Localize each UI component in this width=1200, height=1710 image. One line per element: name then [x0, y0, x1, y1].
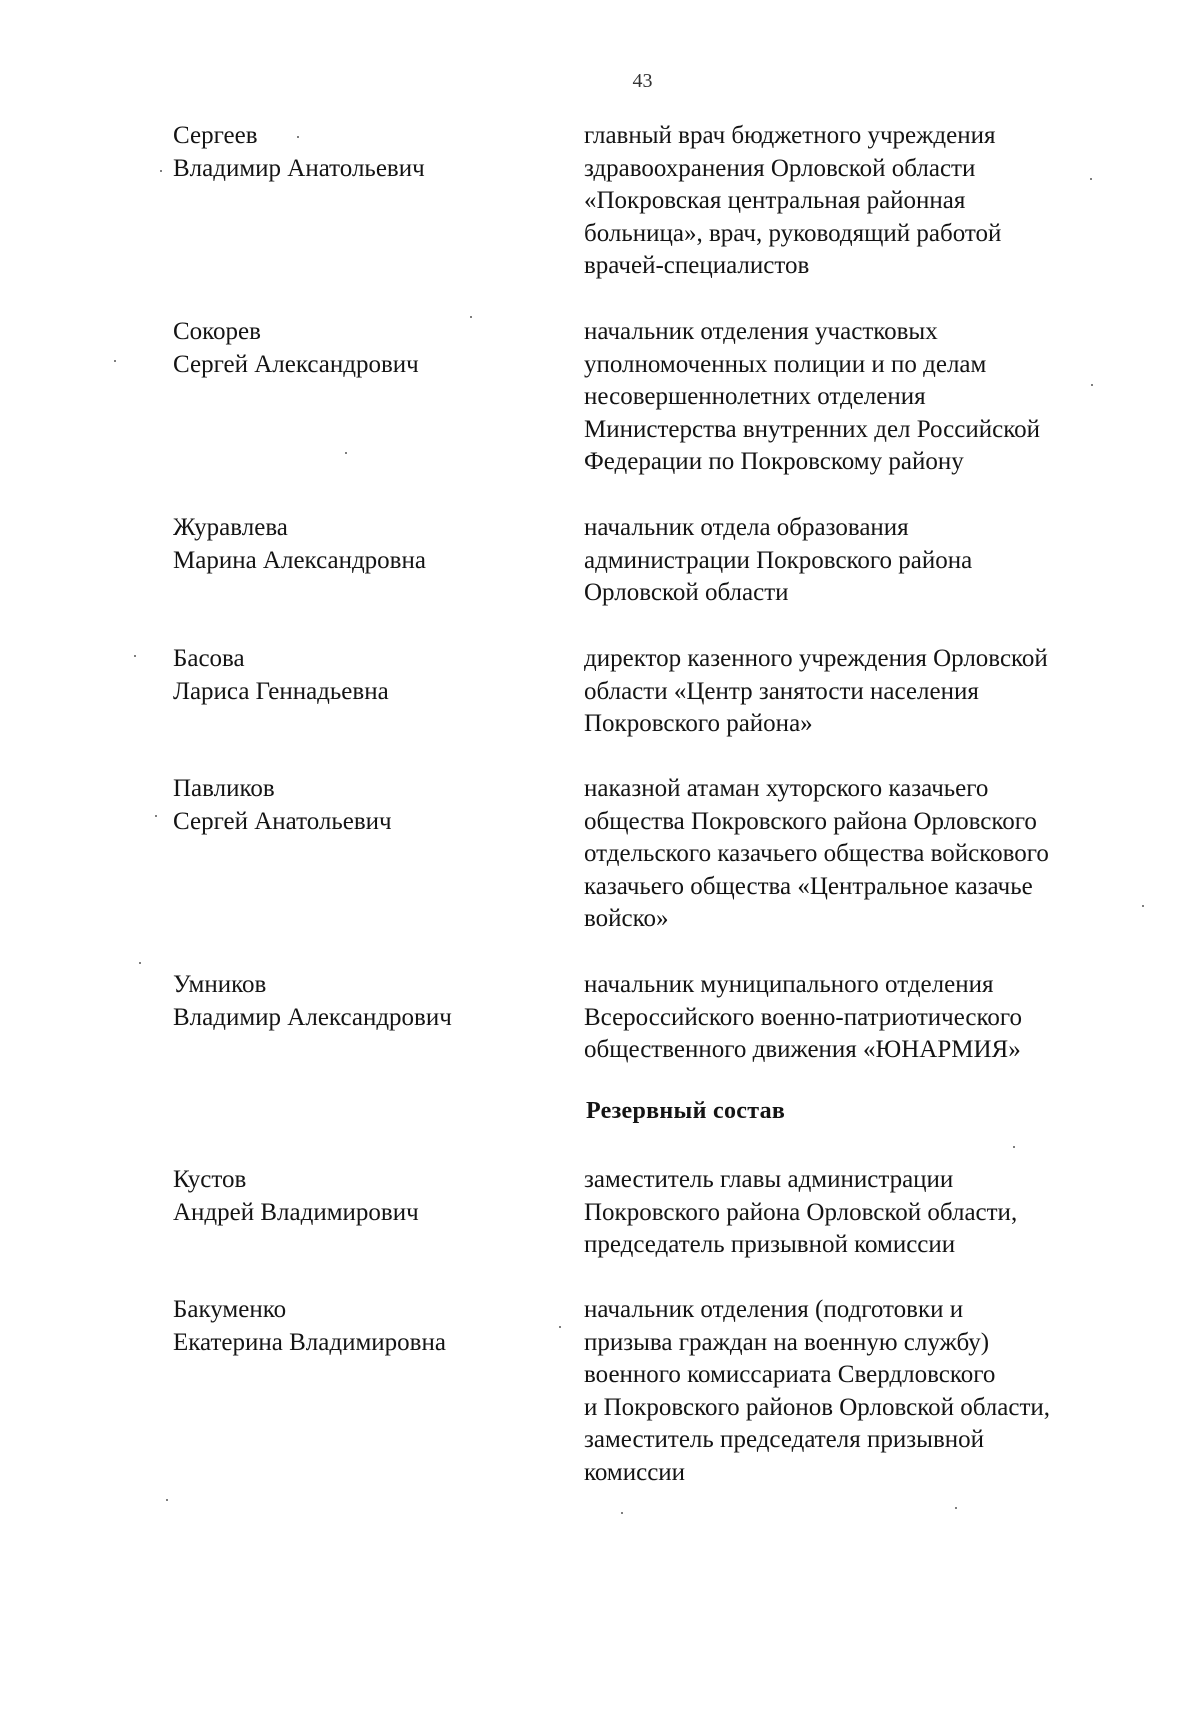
role-line: начальник отделения (подготовки и	[584, 1296, 964, 1323]
scan-speck	[1142, 905, 1144, 907]
member-given-names: Владимир Анатольевич	[173, 154, 425, 182]
reserve-section-heading: Резервный состав	[586, 1098, 786, 1124]
scan-speck	[166, 1499, 168, 1501]
scan-speck	[470, 316, 472, 318]
role-line: призыва граждан на военную службу)	[584, 1328, 990, 1356]
member-surname: Басова	[173, 645, 245, 672]
member-surname: Павликов	[173, 775, 275, 802]
scan-speck	[139, 962, 141, 964]
role-line: Федерации по Покровскому району	[584, 448, 964, 475]
role-line: «Покровская центральная районная	[584, 187, 966, 214]
member-role	[584, 773, 1144, 936]
member-role	[584, 120, 1144, 283]
role-line: Покровского района»	[584, 710, 813, 737]
member-name	[173, 969, 513, 1034]
role-line: казачьего общества «Центральное казачье	[584, 872, 1033, 900]
member-name	[173, 773, 513, 838]
member-role	[584, 316, 1144, 479]
scan-speck	[1013, 1146, 1015, 1148]
role-line: общества Покровского района Орловского	[584, 807, 1037, 835]
member-surname: Умников	[173, 971, 267, 998]
member-given-names: Сергей Александрович	[173, 350, 419, 378]
role-line: комиссии	[584, 1458, 686, 1486]
member-role	[584, 643, 1144, 741]
role-line: директор казенного учреждения Орловской	[584, 645, 1048, 672]
role-line: администрации Покровского района	[584, 546, 973, 574]
scan-speck	[1090, 178, 1092, 180]
member-name	[173, 643, 513, 708]
role-line: военного комиссариата Свердловского	[584, 1361, 996, 1388]
scan-speck	[345, 452, 347, 454]
member-role	[584, 1294, 1144, 1489]
role-line: начальник отдела образования	[584, 514, 909, 541]
member-given-names: Андрей Владимирович	[173, 1198, 419, 1226]
member-role	[584, 512, 1144, 610]
scan-speck	[955, 1507, 957, 1509]
member-role	[584, 1164, 1144, 1262]
role-line: области «Центр занятости населения	[584, 677, 979, 705]
scan-speck	[160, 170, 162, 172]
role-line: председатель призывной комиссии	[584, 1231, 956, 1258]
scan-speck	[559, 1326, 561, 1328]
role-line: наказной атаман хуторского казачьего	[584, 775, 989, 802]
role-line: общественного движения «ЮНАРМИЯ»	[584, 1036, 1021, 1063]
role-line: Всероссийского военно-патриотического	[584, 1003, 1023, 1031]
member-role	[584, 969, 1144, 1067]
member-given-names: Екатерина Владимировна	[173, 1328, 446, 1356]
member-surname: Кустов	[173, 1166, 247, 1193]
member-name	[173, 1294, 513, 1359]
member-given-names: Марина Александровна	[173, 546, 426, 574]
role-line: войско»	[584, 905, 669, 932]
member-name	[173, 512, 513, 577]
scan-speck	[297, 136, 299, 138]
role-line: уполномоченных полиции и по делам	[584, 350, 987, 378]
member-given-names: Сергей Анатольевич	[173, 807, 392, 835]
member-surname: Журавлева	[173, 514, 288, 541]
role-line: врачей-специалистов	[584, 252, 810, 279]
scan-speck	[621, 1512, 623, 1514]
member-surname: Сокорев	[173, 318, 261, 345]
role-line: Министерства внутренних дел Российской	[584, 415, 1040, 443]
page-number: 43	[632, 70, 653, 92]
member-given-names: Лариса Геннадьевна	[173, 677, 389, 705]
scan-speck	[155, 815, 157, 817]
member-surname: Сергеев	[173, 122, 258, 149]
role-line: больница», врач, руководящий работой	[584, 219, 1002, 247]
role-line: заместитель главы администрации	[584, 1166, 954, 1193]
member-surname: Бакуменко	[173, 1296, 287, 1323]
scan-speck	[114, 360, 116, 362]
member-given-names: Владимир Александрович	[173, 1003, 452, 1031]
member-name	[173, 120, 513, 185]
member-name	[173, 1164, 513, 1229]
role-line: несовершеннолетних отделения	[584, 383, 926, 410]
role-line: заместитель председателя призывной	[584, 1426, 984, 1453]
role-line: Орловской области	[584, 579, 789, 606]
scan-speck	[1091, 384, 1093, 386]
role-line: отдельского казачьего общества войскового	[584, 840, 1049, 867]
role-line: начальник муниципального отделения	[584, 971, 994, 998]
role-line: Покровского района Орловской области,	[584, 1198, 1018, 1226]
role-line: главный врач бюджетного учреждения	[584, 122, 996, 149]
role-line: и Покровского районов Орловской области,	[584, 1393, 1051, 1421]
member-name	[173, 316, 513, 381]
scan-speck	[134, 655, 136, 657]
role-line: начальник отделения участковых	[584, 318, 938, 345]
role-line: здравоохранения Орловской области	[584, 154, 976, 182]
